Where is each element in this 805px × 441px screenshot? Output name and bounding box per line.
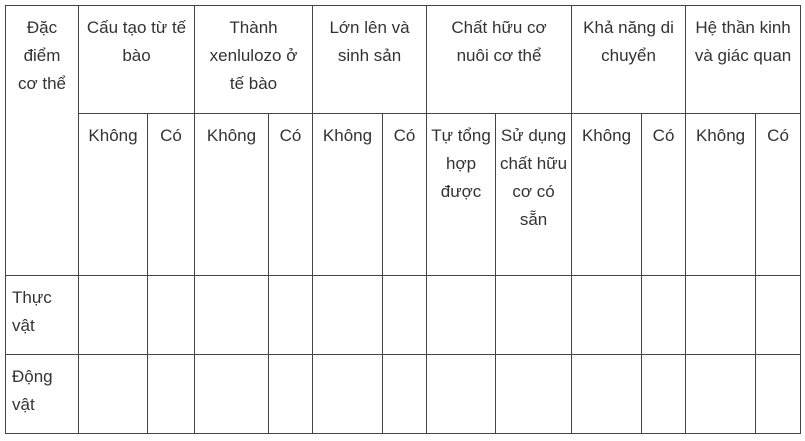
table-row [6, 276, 801, 355]
header-growth-reproduction: Lớn lên và sinh sản [313, 6, 427, 114]
subheader-yes: Có [383, 114, 427, 276]
header-mobility: Khả năng di chuyển [572, 6, 686, 114]
row-label-animals: Động vật [6, 355, 79, 434]
table-cell [427, 355, 496, 434]
subheader-no: Không [686, 114, 756, 276]
subheader-no: Không [313, 114, 383, 276]
table-cell [383, 355, 427, 434]
table-cell [496, 355, 572, 434]
header-nervous-senses: Hệ thần kinh và giác quan [686, 6, 801, 114]
table-cell [572, 276, 642, 355]
header-cell-structure: Cấu tạo từ tế bào [79, 6, 195, 114]
table-cell [195, 276, 269, 355]
table-cell [572, 355, 642, 434]
table-cell [269, 276, 313, 355]
table-cell [756, 276, 801, 355]
table-cell [148, 276, 195, 355]
header-organic-nutrition: Chất hữu cơ nuôi cơ thể [427, 6, 572, 114]
subheader-no: Không [79, 114, 148, 276]
subheader-no: Không [572, 114, 642, 276]
group-header-row [6, 6, 801, 114]
subheader-yes: Có [148, 114, 195, 276]
table-cell [496, 276, 572, 355]
table-cell [756, 355, 801, 434]
table-cell [79, 355, 148, 434]
header-cellulose-wall: Thành xenlulozo ở tế bào [195, 6, 313, 114]
table-cell [642, 276, 686, 355]
subheader-yes: Có [756, 114, 801, 276]
table-cell [195, 355, 269, 434]
table-row [6, 355, 801, 434]
table-cell [79, 276, 148, 355]
table-cell [427, 276, 496, 355]
subheader-yes: Có [642, 114, 686, 276]
table-cell [383, 276, 427, 355]
table-cell [686, 276, 756, 355]
subheader-self-synthesized: Tự tổng hợp được [427, 114, 496, 276]
row-label-plants: Thực vật [6, 276, 79, 355]
subheader-use-existing-organic: Sử dụng chất hữu cơ có sẵn [496, 114, 572, 276]
table-cell [269, 355, 313, 434]
table-cell [148, 355, 195, 434]
header-body-traits: Đặc điểm cơ thể [6, 6, 79, 276]
table-cell [642, 355, 686, 434]
subheader-yes: Có [269, 114, 313, 276]
table-cell [313, 355, 383, 434]
subheader-row [6, 114, 801, 276]
subheader-no: Không [195, 114, 269, 276]
table-cell [313, 276, 383, 355]
table-cell [686, 355, 756, 434]
comparison-table [5, 5, 801, 434]
